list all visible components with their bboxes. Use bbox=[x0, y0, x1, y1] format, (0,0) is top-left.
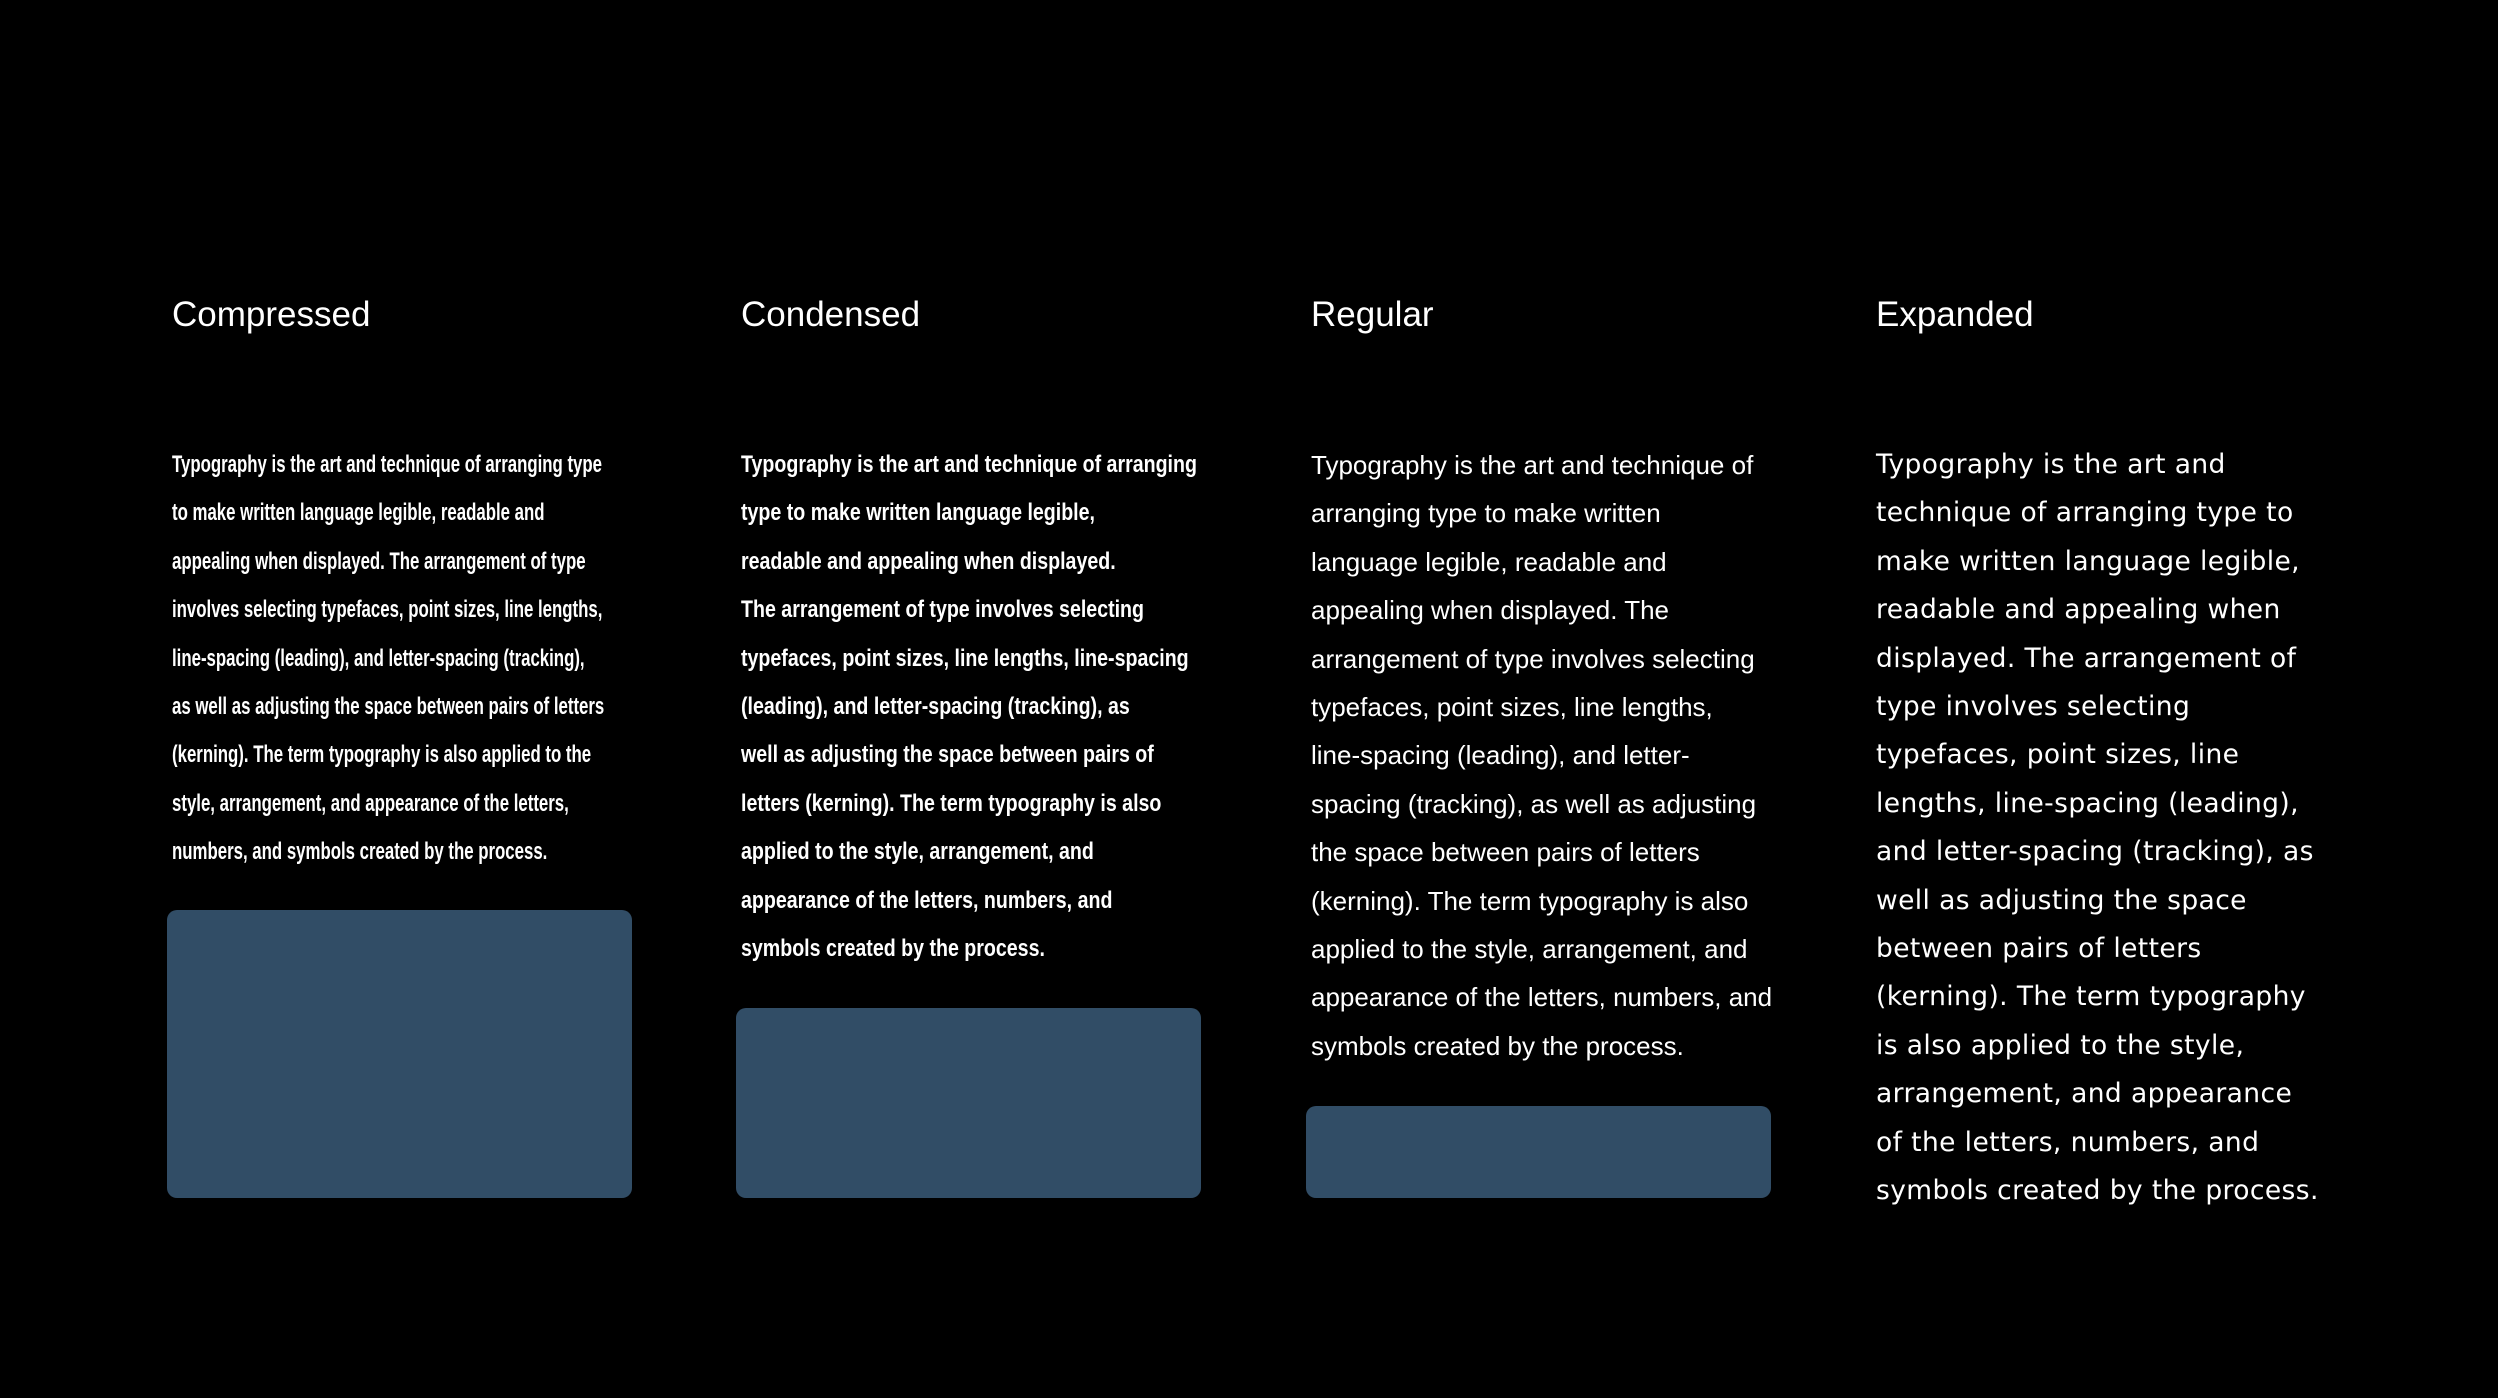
color-box-compressed bbox=[167, 910, 632, 1198]
text-line: Typography is the art and technique of arranging type bbox=[172, 451, 603, 478]
text-line: technique of arranging type to bbox=[1876, 497, 2294, 529]
text-line: the space between pairs of letters bbox=[1311, 837, 1700, 868]
text-line: make written language legible, bbox=[1876, 545, 2300, 577]
text-line: between pairs of letters bbox=[1876, 933, 2202, 965]
text-line: appearance of the letters, numbers, and bbox=[1311, 982, 1773, 1013]
column-body-compressed bbox=[172, 441, 662, 877]
column-title-expanded: Expanded bbox=[1876, 295, 2034, 334]
column-expanded bbox=[1876, 0, 2436, 1398]
text-line: arranging type to make written bbox=[1311, 498, 1661, 529]
text-line: line-spacing (leading), and letter-spacing (tracking), bbox=[172, 644, 585, 672]
text-line: as well as adjusting the space between pairs of letters bbox=[172, 693, 605, 721]
color-box-condensed bbox=[736, 1008, 1201, 1198]
text-line: is also applied to the style, bbox=[1876, 1029, 2245, 1061]
color-box-regular bbox=[1306, 1106, 1771, 1198]
text-line: lengths, line-spacing (leading), bbox=[1876, 787, 2299, 819]
column-title-condensed: Condensed bbox=[741, 295, 921, 334]
text-line: type involves selecting bbox=[1876, 691, 2191, 723]
column-title-compressed: Compressed bbox=[172, 295, 371, 334]
text-line: typefaces, point sizes, line lengths, bbox=[1311, 692, 1713, 723]
column-body-expanded bbox=[1876, 441, 2396, 1216]
text-line: displayed. The arrangement of bbox=[1876, 642, 2297, 674]
text-line: typefaces, point sizes, line bbox=[1876, 739, 2240, 771]
text-line: appealing when displayed. The bbox=[1311, 595, 1670, 626]
text-line: appealing when displayed. The arrangement of type bbox=[172, 547, 586, 575]
text-line: spacing (tracking), as well as adjusting bbox=[1311, 788, 1757, 819]
column-title-regular: Regular bbox=[1311, 295, 1434, 334]
text-line: well as adjusting the space bbox=[1876, 884, 2247, 916]
text-line: symbols created by the process. bbox=[741, 935, 1045, 963]
column-regular bbox=[1311, 0, 1821, 1398]
text-line: (leading), and letter-spacing (tracking), as bbox=[741, 693, 1130, 721]
text-line: involves selecting typefaces, point sizes, line lengths, bbox=[172, 596, 603, 624]
text-line: arrangement of type involves selecting bbox=[1311, 643, 1755, 674]
text-line: type to make written language legible, bbox=[741, 499, 1095, 527]
text-line: Typography is the art and technique of bbox=[1311, 450, 1754, 480]
text-line: appearance of the letters, numbers, and bbox=[741, 886, 1113, 914]
text-line: numbers, and symbols created by the process. bbox=[172, 838, 548, 866]
text-line: Typography is the art and technique of arranging bbox=[741, 451, 1197, 478]
text-line: typefaces, point sizes, line lengths, line-spacing bbox=[741, 644, 1189, 672]
text-line: line-spacing (leading), and letter- bbox=[1311, 740, 1690, 771]
text-line: symbols created by the process. bbox=[1876, 1175, 2319, 1207]
text-line: letters (kerning). The term typography is also bbox=[741, 789, 1162, 817]
text-line: to make written language legible, readable and bbox=[172, 499, 545, 527]
text-line: (kerning). The term typography is also applied to the bbox=[172, 741, 592, 769]
text-line: and letter-spacing (tracking), as bbox=[1876, 836, 2314, 868]
column-body-condensed bbox=[741, 441, 1221, 973]
text-line: applied to the style, arrangement, and bbox=[1311, 934, 1748, 965]
text-line: The arrangement of type involves selecting bbox=[741, 596, 1145, 624]
column-condensed bbox=[741, 0, 1241, 1398]
text-line: (kerning). The term typography is also bbox=[1311, 885, 1749, 916]
text-line: readable and appealing when displayed. bbox=[741, 547, 1116, 575]
text-line: Typography is the art and bbox=[1876, 449, 2226, 480]
text-line: readable and appealing when bbox=[1876, 594, 2281, 626]
text-line: language legible, readable and bbox=[1311, 546, 1667, 577]
text-line: of the letters, numbers, and bbox=[1876, 1126, 2260, 1158]
text-line: applied to the style, arrangement, and bbox=[741, 838, 1094, 866]
text-line: arrangement, and appearance bbox=[1876, 1078, 2293, 1110]
text-line: well as adjusting the space between pairs of bbox=[741, 741, 1154, 769]
text-line: (kerning). The term typography bbox=[1876, 981, 2306, 1013]
text-line: symbols created by the process. bbox=[1311, 1030, 1684, 1061]
column-compressed bbox=[172, 0, 672, 1398]
text-line: style, arrangement, and appearance of the letters, bbox=[172, 789, 569, 817]
column-body-regular bbox=[1311, 441, 1796, 1070]
